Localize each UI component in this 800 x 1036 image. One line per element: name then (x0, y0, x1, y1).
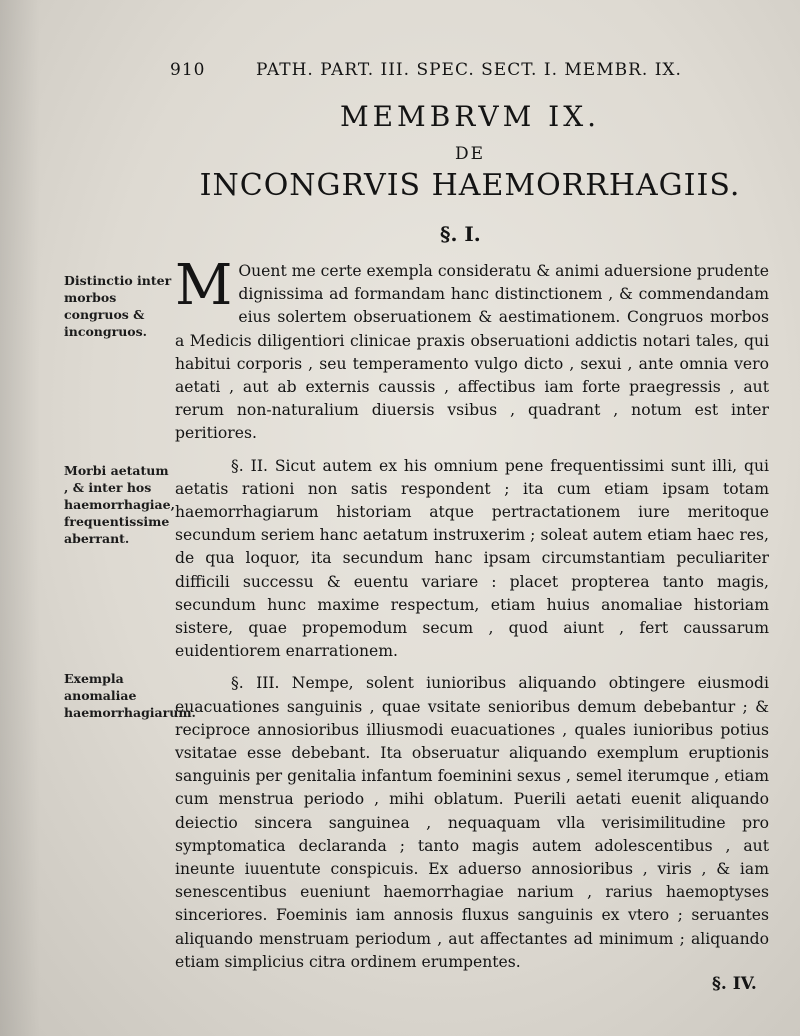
chapter-title-de: DE (454, 144, 486, 164)
section-heading: §. I. (440, 222, 481, 246)
running-title: PATH. PART. III. SPEC. SECT. I. MEMBR. IX. (256, 60, 682, 80)
chapter-subject: INCONGRVIS HAEMORRHAGIIS. (199, 168, 741, 203)
running-header (170, 60, 690, 86)
marginal-note-3: Exempla anomaliae haemorrhagiarum. (64, 671, 196, 720)
paragraph-2: §. II. Sicut autem ex his omnium pene frequentissimi sunt illi, qui aetatis rationi non satis respondent ; ita cum etiam ipsam totam haemorrhagiarum historiam atque pertractationem iure meritoque secundum seriem hanc aetatum instruxerim ; soleat autem etiam haec res, de qua loquor, ita secundum hanc ipsam circumstantiam peculiariter difficili successu & euentu variare : placet propterea tanto magis, secundum hunc maxime respectum, etiam huius anomaliae historiam sistere, quae propemodum secum , quod aiunt , fert caussarum euidentiorem enarrationem. (175, 456, 769, 661)
paragraph-1-text: Ouent me certe exempla consideratu & animi aduersione prudente dignissima ad formandam hanc distinctionem , & commendandam eius solertem obseruationem & aestimationem. Congruos morbos a Medicis diligentiori clinicae praxis obseruationi addictis notari tales, qui habitui corporis , seu temperamento vulgo dicto , sexui , ante omnia vero aetati , aut ab externis caussis , affectibus iam forte praegressis , aut rerum non-naturalium diuersis vsibus , quadrant , notum est inter peritiores. (175, 262, 769, 443)
catchword-next-section: §. IV. (712, 974, 757, 994)
body-text (175, 253, 769, 974)
page-gutter-shadow (0, 0, 40, 1036)
drop-cap: M (175, 253, 233, 318)
paragraph-3: §. III. Nempe, solent iunioribus aliquando obtingere eiusmodi euacuationes sanguinis , quae vsitate senioribus demum debebantur ; & reciproce annosioribus illiusmodi euacuationes , quales iunioribus potius vsitatae esse debebant. Ita obseruatur aliquando exemplum eruptionis sanguinis per genitalia infantum foeminini sexus , semel iterumque , etiam cum menstrua periodo , mihi oblatum. Puerili aetati euenit aliquando deiectio sincera sanguinea , nequaquam vlla verisimilitudine pro symptomatica declaranda ; tanto magis autem adolescentibus , aut ineunte iuuentute conspicuis. Ex aduerso annosioribus , viris , & iam senescentibus eueniunt haemorrhagiae narium , rarius haemoptyses sinceriores. Foeminis iam annosis fluxus sanguinis ex vtero ; seruantes aliquando menstruam periodum , aut affectantes ad minimum ; aliquando etiam simplicius citra ordinem erumpentes. (175, 674, 769, 971)
chapter-title: MEMBRVM IX. (339, 100, 601, 133)
page-number: 910 (170, 60, 206, 80)
marginal-note-2: Morbi aetatum , & inter hos haemorrhagiae, frequentissime aberrant. (64, 463, 175, 546)
paragraph-1 (175, 253, 769, 446)
marginal-note-1: Distinctio inter morbos congruos & incongruos. (64, 273, 172, 339)
